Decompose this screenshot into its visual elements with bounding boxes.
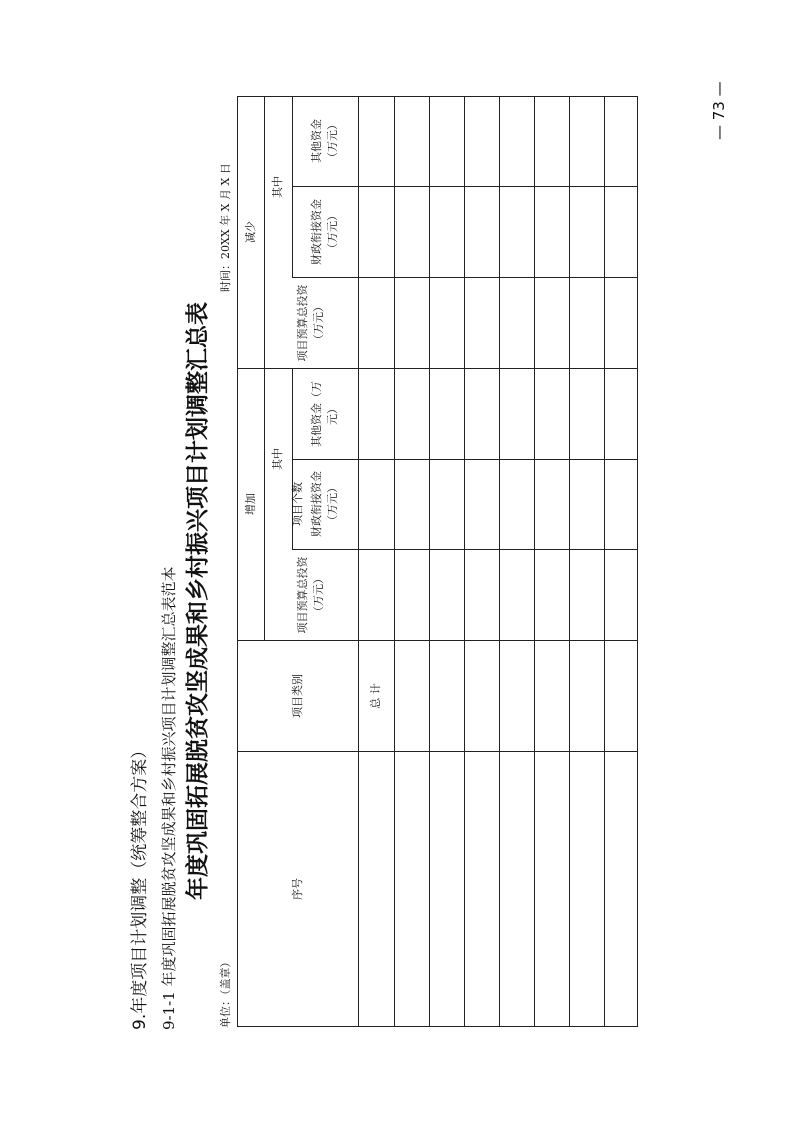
table-title: 年度巩固拓展脱贫攻坚成果和乡村振兴项目计划调整汇总表: [184, 302, 211, 900]
header-increase-budget-total: 项目预算总投资（万元）: [296, 556, 325, 633]
header-increase-of-which: 其中: [271, 447, 285, 470]
page-number: — 73 —: [710, 81, 728, 140]
header-decrease-of-which: 其中: [271, 175, 285, 198]
header-increase-fiscal-funds: 财政衔接资金（万元）: [310, 471, 339, 537]
header-increase-other-funds: 其他资金（万元）: [310, 380, 339, 447]
unit-label: 单位：（盖章）: [219, 956, 232, 1028]
header-increase: 增加: [243, 493, 257, 515]
section-heading: 9.年度项目计划调整（统筹整合方案）: [130, 741, 150, 1030]
row-line: [569, 96, 570, 1027]
header-category: 项目类别: [290, 673, 304, 718]
time-label: 时间：20XX 年 X 月 X 日: [219, 163, 232, 292]
header-decrease-fiscal-funds: 财政衔接资金（万元）: [310, 198, 339, 265]
summary-table: [237, 96, 638, 1027]
row-line: [534, 96, 535, 1027]
row-line: [394, 96, 395, 1027]
total-row-label: 总 计: [369, 682, 383, 709]
row-line: [464, 96, 465, 1027]
row-line: [499, 96, 500, 1027]
table-border-bottom: [237, 1026, 638, 1027]
header-serial: 序号: [290, 877, 304, 900]
row-line: [429, 96, 430, 1027]
header-decrease-budget-total: 项目预算总投资（万元）: [296, 284, 325, 361]
header-decrease: 减少: [243, 221, 257, 243]
header-decrease-other-funds: 其他资金（万元）: [310, 119, 339, 163]
header-separator: [358, 96, 359, 1027]
row-line: [604, 96, 605, 1027]
header-count: 项目个数: [290, 482, 304, 526]
form-caption: 9-1-1 年度巩固拓展脱贫攻坚成果和乡村振兴项目计划调整汇总表范本: [160, 566, 178, 1030]
table-border-right: [637, 96, 638, 1027]
